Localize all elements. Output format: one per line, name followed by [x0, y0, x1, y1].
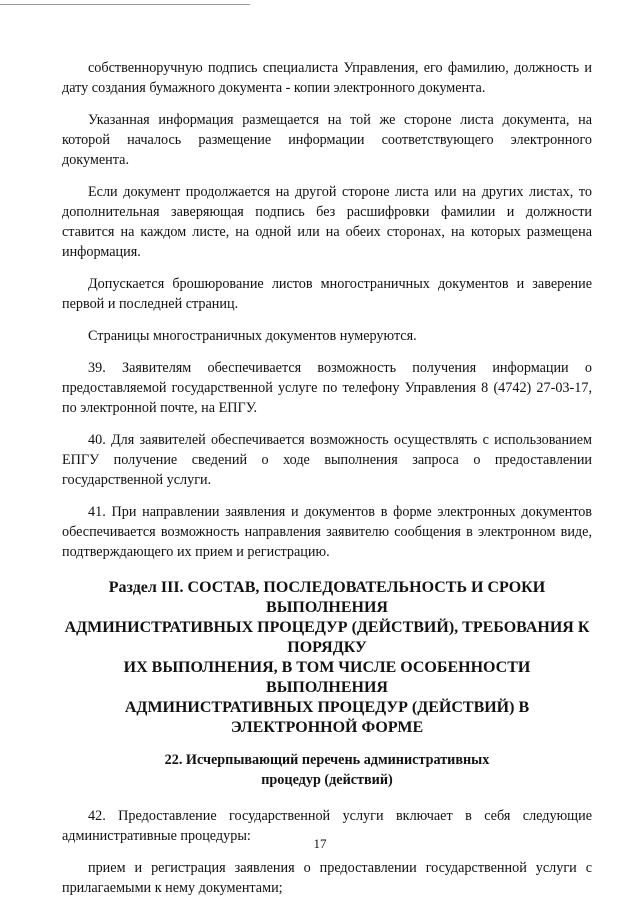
paragraph-item-40: 40. Для заявителей обеспечивается возможность осуществлять с использованием ЕПГУ получение сведений о ходе выполнения запроса о предоставлении государственной услуги.	[62, 432, 592, 488]
paragraph-item-39: 39. Заявителям обеспечивается возможность получения информации о предоставляемой государственной услуге по телефону Управления 8 (4742) 27-03-17, по электронной почте, на ЕПГУ.	[62, 360, 592, 416]
subsection-heading-line: 22. Исчерпывающий перечень административных	[164, 752, 490, 768]
page-number: 17	[313, 836, 327, 851]
section-heading-line: Раздел III. СОСТАВ, ПОСЛЕДОВАТЕЛЬНОСТЬ И СРОКИ	[108, 579, 546, 596]
paragraph-item-41: 41. При направлении заявления и документов в форме электронных документов обеспечивается возможность направления заявителю сообщения в электронном виде, подтверждающего их прием и регистрацию.	[62, 504, 592, 560]
paragraph-item-42: 42. Предоставление государственной услуги включает в себя следующие административные процедуры:	[62, 808, 592, 844]
scan-edge-line	[0, 4, 250, 5]
section-heading-line: АДМИНИСТРАТИВНЫХ ПРОЦЕДУР (ДЕЙСТВИЙ), ТРЕБОВАНИЯ К	[64, 619, 590, 636]
section-heading-line: ИХ ВЫПОЛНЕНИЯ, В ТОМ ЧИСЛЕ ОСОБЕННОСТИ ВЫПОЛНЕНИЯ	[123, 659, 531, 696]
paragraph-info-placement: Указанная информация размещается на той же стороне листа документа, на которой началось размещение информации соответствующего электронного документа.	[62, 112, 592, 168]
paragraph-binding: Допускается брошюрование листов многостраничных документов и заверение первой и последней страниц.	[62, 276, 592, 312]
section-heading	[62, 578, 592, 738]
paragraph-numbering: Страницы многостраничных документов нумеруются.	[88, 328, 417, 344]
subsection-heading	[62, 750, 592, 790]
paragraph-signature-requirements: собственноручную подпись специалиста Управления, его фамилию, должность и дату создания бумажного документа - копии электронного документа.	[62, 60, 592, 96]
section-heading-line: ВЫПОЛНЕНИЯ	[266, 599, 388, 616]
paragraph-multi-sheet: Если документ продолжается на другой стороне листа или на других листах, то дополнительная заверяющая подпись без расшифровки фамилии и должности ставится на каждом листе, на одной или на обеих сторонах, на которых размещена информация.	[62, 184, 592, 260]
section-heading-line: ЭЛЕКТРОННОЙ ФОРМЕ	[230, 719, 424, 736]
section-heading-line: АДМИНИСТРАТИВНЫХ ПРОЦЕДУР (ДЕЙСТВИЙ) В	[124, 699, 530, 716]
paragraph-procedure-reception: прием и регистрация заявления о предоставлении государственной услуги с прилагаемыми к нему документами;	[62, 860, 592, 896]
subsection-heading-line: процедур (действий)	[261, 772, 393, 788]
document-page	[62, 58, 592, 910]
section-heading-line: ПОРЯДКУ	[287, 639, 367, 656]
